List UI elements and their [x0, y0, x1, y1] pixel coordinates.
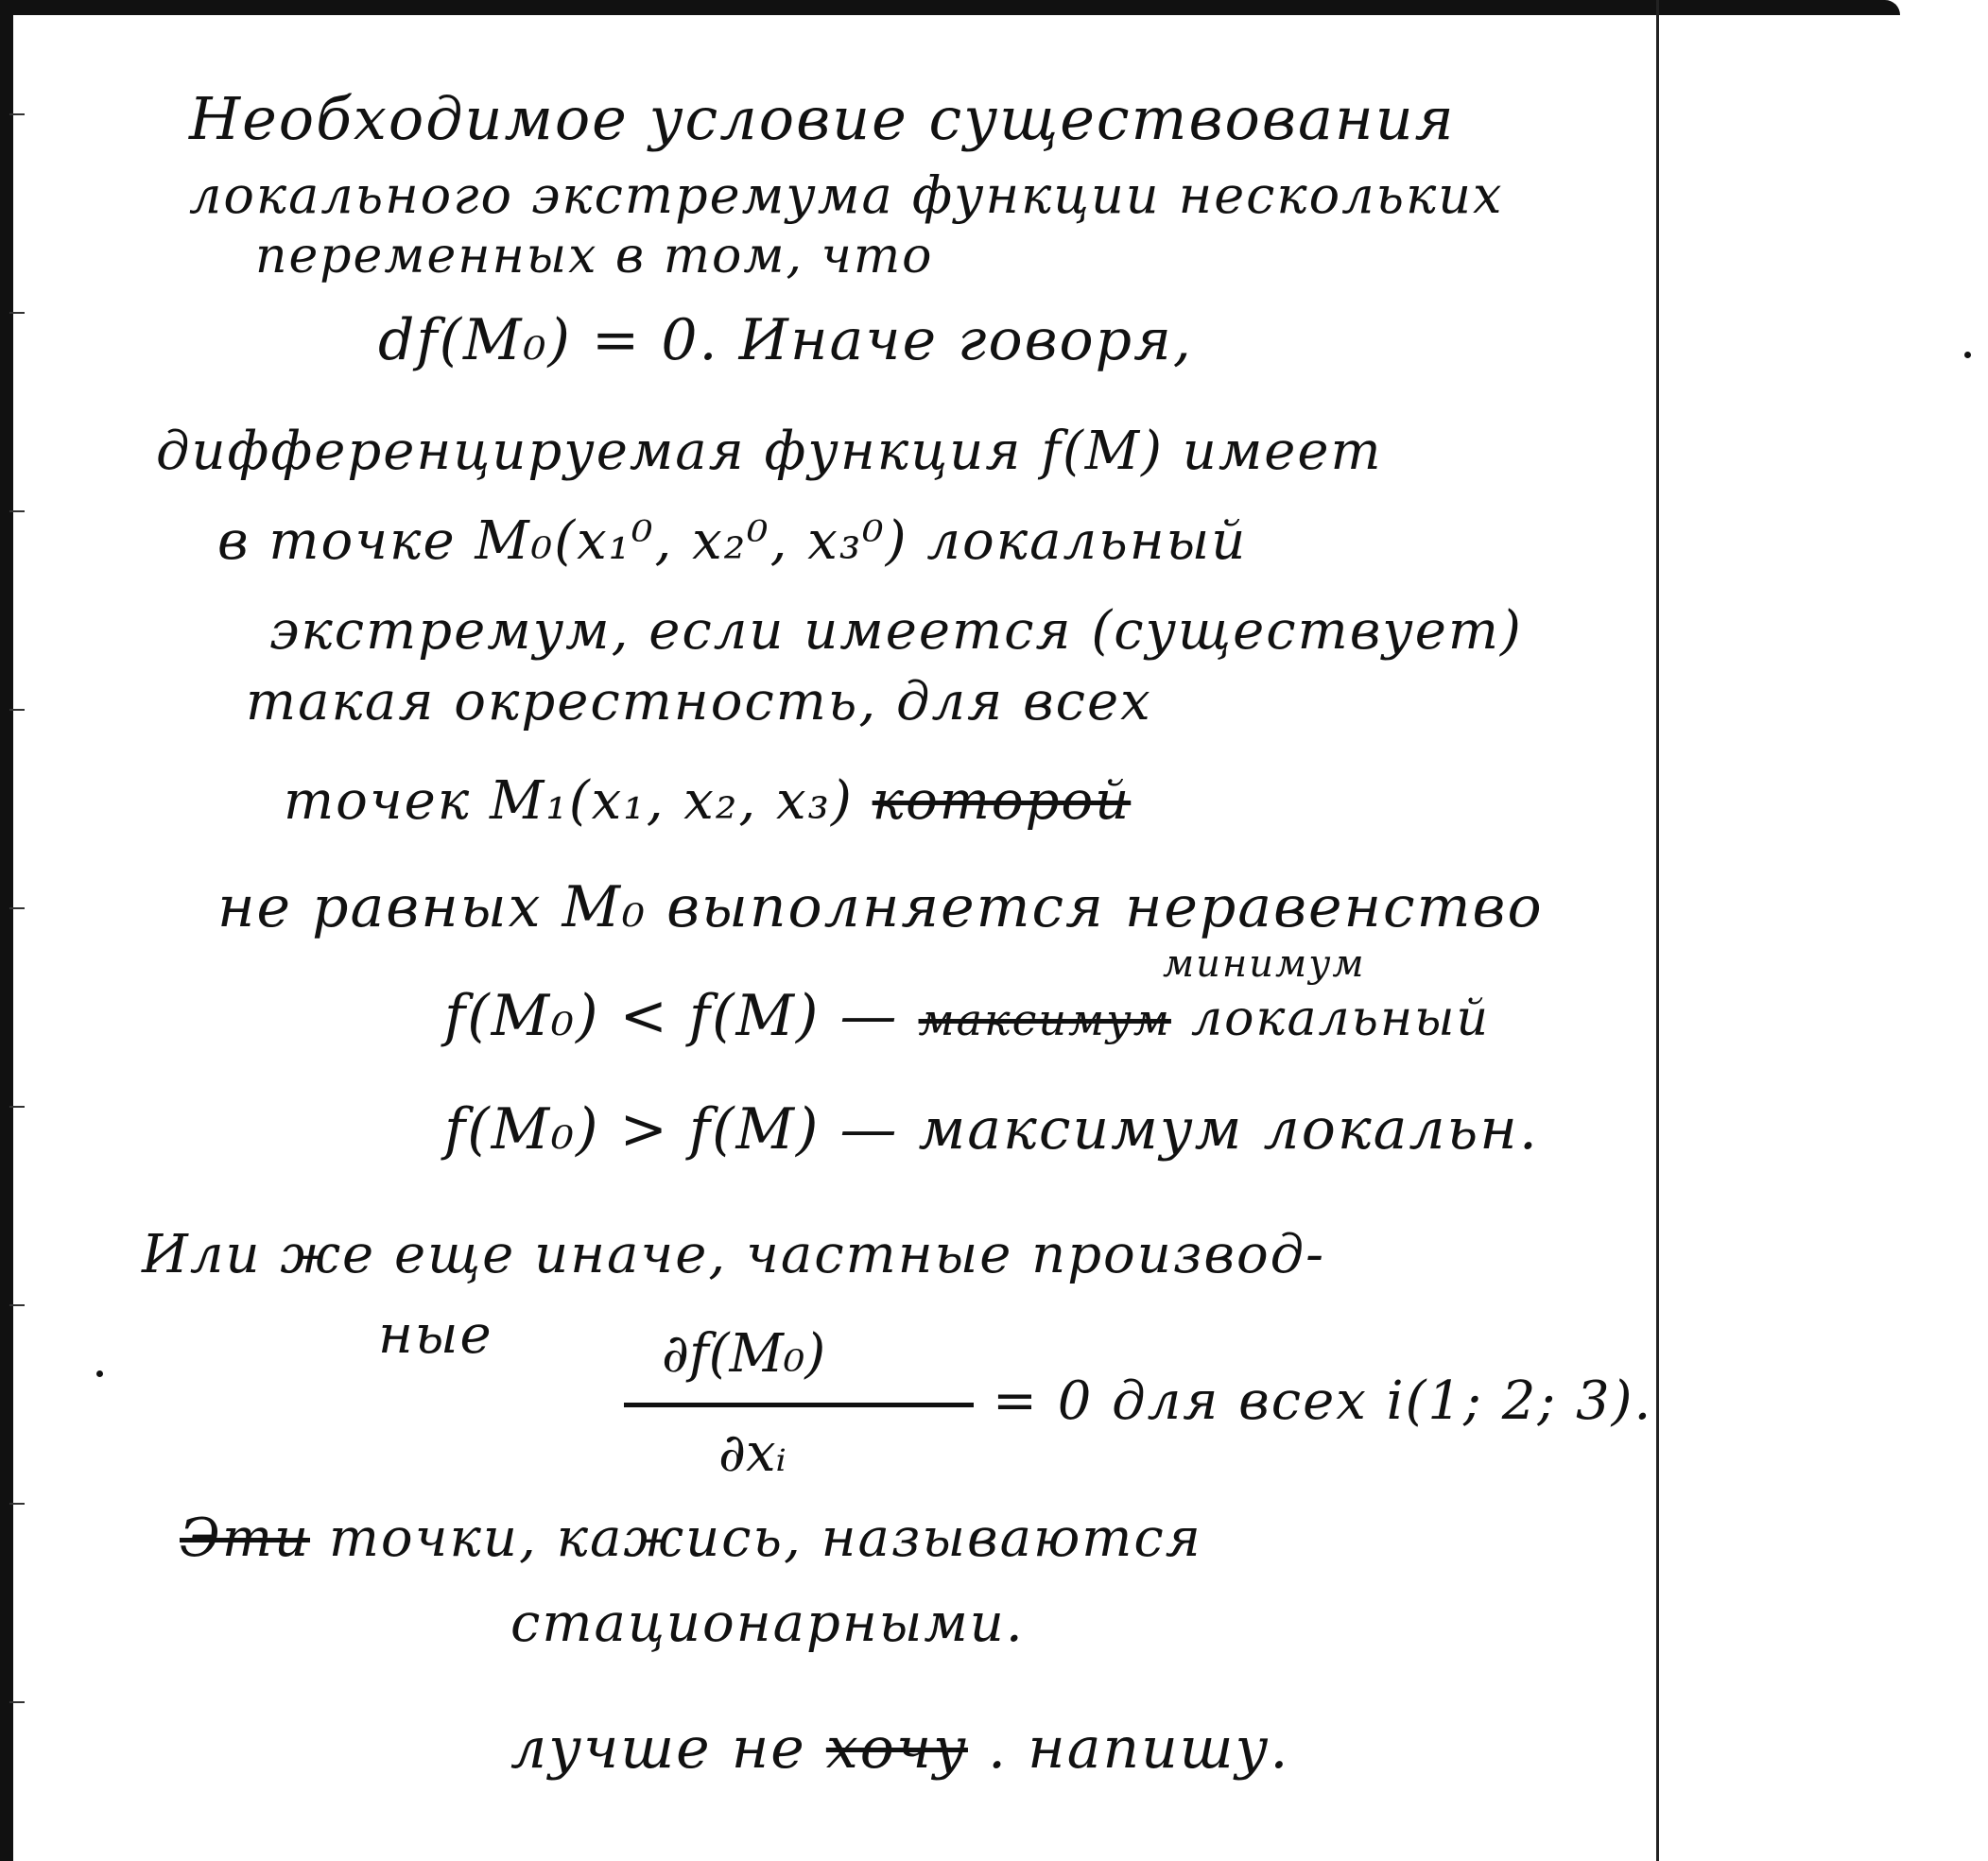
text-fragment: точек M₁(x₁, x₂, x₃) [284, 770, 854, 832]
text-line: такая окрестность, для всех [246, 671, 1152, 732]
text-line [180, 1508, 1202, 1569]
text-line: стационарными. [510, 1593, 1025, 1654]
text-fragment: локальный [1191, 991, 1490, 1047]
struck-word: Эти [180, 1508, 311, 1569]
grid-tick [9, 907, 25, 909]
struck-word: максимум [918, 994, 1171, 1045]
text-line: переменных в том, что [255, 228, 934, 284]
grid-tick [9, 113, 25, 115]
grid-tick [9, 1503, 25, 1505]
grid-tick [9, 510, 25, 512]
fraction-denominator: ∂xᵢ [718, 1422, 787, 1484]
ink-dot [1964, 352, 1971, 358]
text-line: дифференцируемая функция f(M) имеет [156, 421, 1383, 482]
grid-tick [9, 1106, 25, 1108]
grid-tick [9, 312, 25, 314]
fraction-bar [624, 1403, 974, 1407]
formula-line: = 0 для всех i(1; 2; 3). [993, 1370, 1653, 1432]
fraction-numerator: ∂f(M₀) [662, 1323, 826, 1385]
grid-tick [9, 709, 25, 711]
formula-line: df(M₀) = 0. Иначе говоря, [378, 307, 1193, 373]
text-fragment: лучше не [510, 1715, 806, 1782]
text-fragment: . напишу. [988, 1715, 1290, 1782]
text-line: Необходимое условие существования [189, 84, 1456, 153]
formula-line: f(M₀) > f(M) — максимум локальн. [444, 1096, 1539, 1163]
text-line: не равных M₀ выполняется неравенство [217, 874, 1544, 940]
struck-word: хочу [825, 1715, 968, 1782]
text-line: экстремум, если имеется (существует) [269, 600, 1523, 662]
text-line: локального экстремума функции нескольких [189, 165, 1504, 225]
ink-dot [96, 1370, 103, 1377]
page-top-edge [0, 0, 1900, 15]
page-left-edge [0, 0, 13, 1861]
formula-line [444, 983, 1490, 1049]
grid-tick [9, 1701, 25, 1703]
text-line [510, 1715, 1290, 1782]
insertion-note: минимум [1163, 942, 1366, 986]
text-line: в точке M₀(x₁⁰, x₂⁰, x₃⁰) локальный [217, 510, 1248, 572]
text-line [284, 770, 1132, 832]
struck-word: которой [872, 770, 1132, 832]
margin-line [1656, 0, 1659, 1861]
text-fragment: точки, кажись, называются [328, 1508, 1202, 1569]
formula: f(M₀) < f(M) — [444, 983, 899, 1049]
grid-tick [9, 1304, 25, 1306]
text-line: Или же еще иначе, частные производ- [142, 1224, 1326, 1285]
text-line: ные [378, 1304, 493, 1366]
